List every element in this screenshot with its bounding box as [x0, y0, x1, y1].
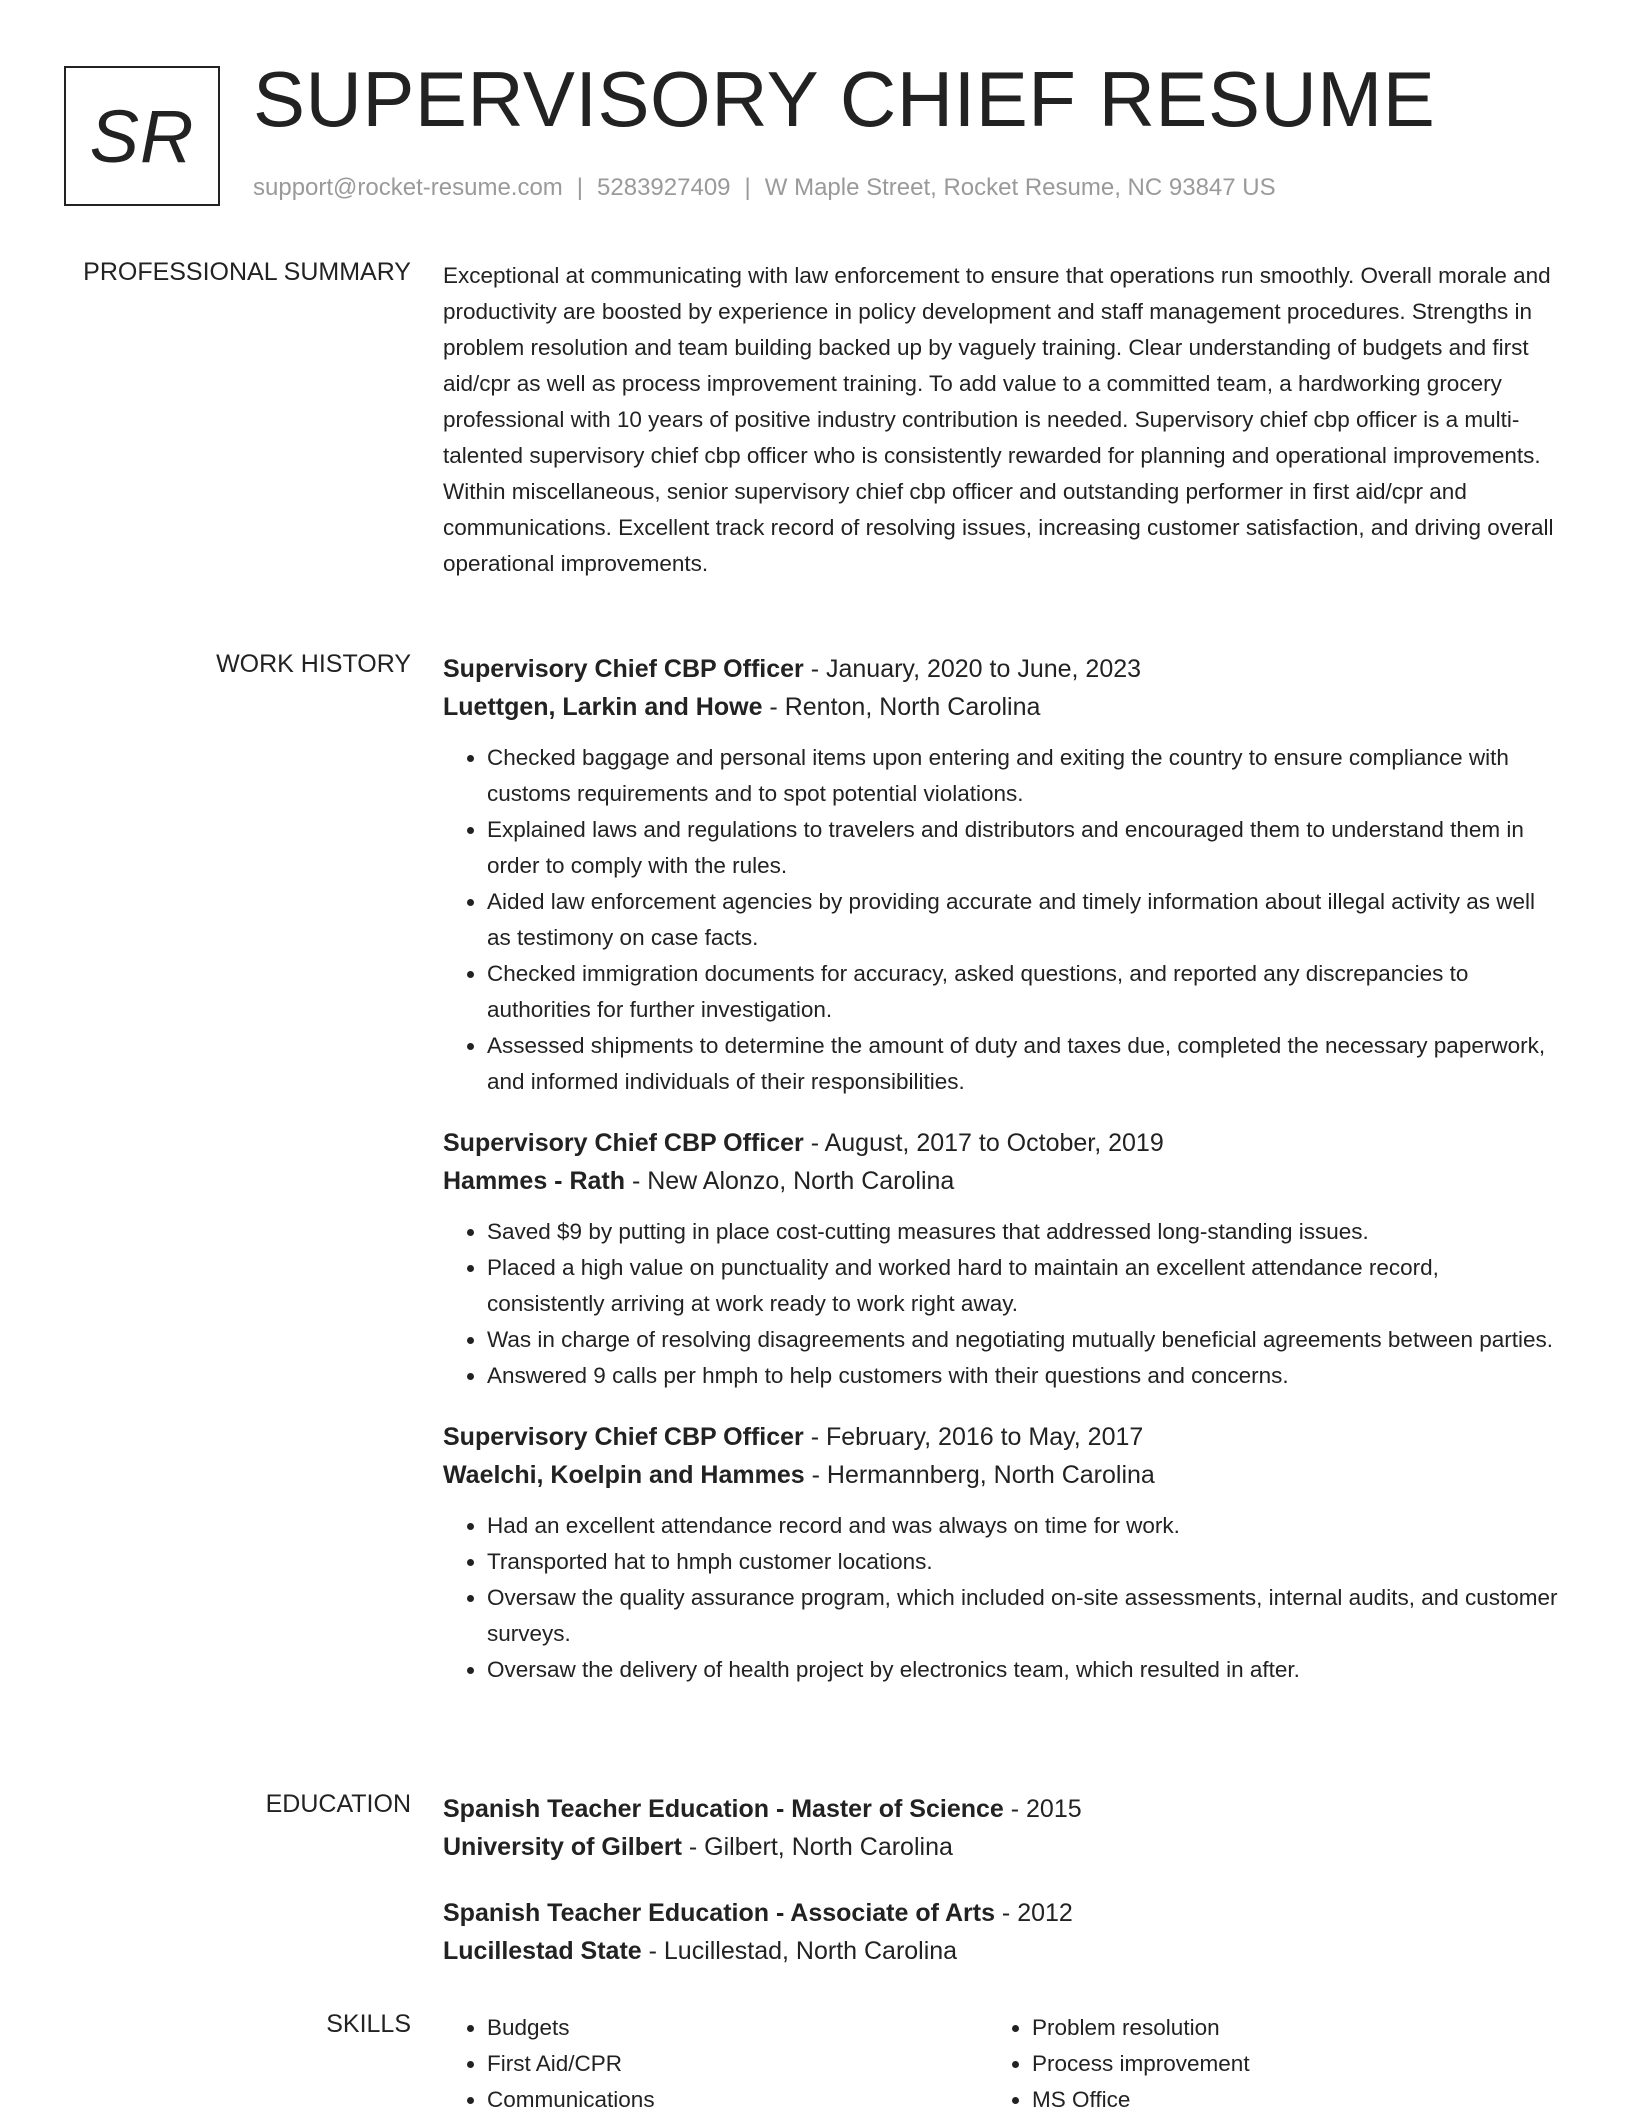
job-location: - Hermannberg, North Carolina: [804, 1461, 1155, 1489]
job-dates: - February, 2016 to May, 2017: [803, 1423, 1144, 1451]
job-title: Supervisory Chief CBP Officer: [443, 655, 804, 683]
summary-text: Exceptional at communicating with law enforcement to ensure that operations run smoothly. Overall morale and productivity are boosted by experience in policy development and staff management procedures. Strengths in problem resolution and team building backed up by vaguely training. Clear understanding of budgets and first aid/cpr as well as process improvement training. To add value to a committed team, a hardworking grocery professional with 10 years of positive industry contribution is needed. Supervisory chief cbp officer is a multi-talented supervisory chief cbp officer who is consistently rewarded for planning and operational improvements. Within miscellaneous, senior supervisory chief cbp officer and outstanding performer in first aid/cpr and communications. Excellent track record of resolving issues, increasing customer satisfaction, and driving overall operational improvements.: [443, 263, 1554, 576]
skill-item: • MS Office: [1032, 2082, 1533, 2118]
skills-grid: [443, 2010, 1558, 2118]
school: University of Gilbert: [443, 1833, 682, 1861]
job-title-line: [443, 1418, 1558, 1456]
job-dates: - August, 2017 to October, 2019: [803, 1129, 1164, 1157]
job-location: - Renton, North Carolina: [762, 693, 1041, 721]
job-entry: [443, 1418, 1558, 1688]
job-company: Luettgen, Larkin and Howe: [443, 693, 763, 721]
education-entry: [443, 1790, 1558, 1866]
job-bullet: • Explained laws and regulations to travelers and distributors and encouraged them to understand them in order to comply with the rules.: [487, 812, 1558, 884]
job-title-line: [443, 1124, 1558, 1162]
skill-item: • Budgets: [487, 2010, 988, 2046]
contact-phone: 5283927409: [597, 174, 731, 201]
job-bullet: • Answered 9 calls per hmph to help customers with their questions and concerns.: [487, 1358, 1558, 1394]
job-title: Supervisory Chief CBP Officer: [443, 1423, 804, 1451]
job-entry: [443, 650, 1558, 1100]
school-location: - Gilbert, North Carolina: [681, 1833, 953, 1861]
job-entry: [443, 1124, 1558, 1394]
skill-item: • Process improvement: [1032, 2046, 1533, 2082]
job-title-line: [443, 650, 1558, 688]
school-location: - Lucillestad, North Carolina: [641, 1937, 958, 1965]
degree-line: [443, 1894, 1558, 1932]
education-body: [443, 1790, 1558, 1998]
skills-body: [443, 2010, 1558, 2118]
job-bullet: • Assessed shipments to determine the amount of duty and taxes due, completed the necessary paperwork, and informed individuals of their responsibilities.: [487, 1028, 1558, 1100]
job-company-line: [443, 1456, 1558, 1494]
job-bullets: [443, 1214, 1558, 1394]
job-bullets: [443, 1508, 1558, 1688]
job-bullet: • Oversaw the delivery of health project by electronics team, which resulted in after.: [487, 1652, 1558, 1688]
work-heading: WORK HISTORY: [216, 650, 411, 678]
school-line: [443, 1828, 1558, 1866]
skill-item: • Problem resolution: [1032, 2010, 1533, 2046]
skills-column-left: [443, 2010, 988, 2118]
job-bullet: • Oversaw the quality assurance program, which included on-site assessments, internal audits, and customer surveys.: [487, 1580, 1558, 1652]
skills-column-right: [988, 2010, 1533, 2118]
skill-item: • First Aid/CPR: [487, 2046, 988, 2082]
contact-address: W Maple Street, Rocket Resume, NC 93847 US: [764, 174, 1276, 201]
degree-year: - 2015: [1003, 1795, 1082, 1823]
summary-body: [443, 258, 1558, 582]
education-entry: [443, 1894, 1558, 1970]
school: Lucillestad State: [443, 1937, 642, 1965]
contact-separator: |: [576, 174, 584, 201]
job-title: Supervisory Chief CBP Officer: [443, 1129, 804, 1157]
job-bullet: • Checked baggage and personal items upon entering and exiting the country to ensure compliance with customs requirements and to spot potential violations.: [487, 740, 1558, 812]
job-company: Hammes - Rath: [443, 1167, 625, 1195]
job-company: Waelchi, Koelpin and Hammes: [443, 1461, 805, 1489]
work-body: [443, 650, 1558, 1712]
job-company-line: [443, 1162, 1558, 1200]
job-bullet: • Transported hat to hmph customer locations.: [487, 1544, 1558, 1580]
degree: Spanish Teacher Education - Master of Science: [443, 1795, 1004, 1823]
job-bullet: • Had an excellent attendance record and was always on time for work.: [487, 1508, 1558, 1544]
monogram-box: [64, 66, 220, 206]
resume-title: SUPERVISORY CHIEF RESUME: [253, 55, 1436, 143]
skill-item: • Communications: [487, 2082, 988, 2118]
degree: Spanish Teacher Education - Associate of Arts: [443, 1899, 995, 1927]
job-bullet: • Placed a high value on punctuality and worked hard to maintain an excellent attendance record, consistently arriving at work ready to work right away.: [487, 1250, 1558, 1322]
job-location: - New Alonzo, North Carolina: [625, 1167, 955, 1195]
degree-year: - 2012: [994, 1899, 1073, 1927]
degree-line: [443, 1790, 1558, 1828]
education-heading: EDUCATION: [265, 1790, 411, 1818]
monogram-initials: SR: [89, 94, 195, 178]
job-company-line: [443, 688, 1558, 726]
job-dates: - January, 2020 to June, 2023: [803, 655, 1142, 683]
contact-email: support@rocket-resume.com: [253, 174, 563, 201]
school-line: [443, 1932, 1558, 1970]
job-bullets: [443, 740, 1558, 1100]
summary-heading: PROFESSIONAL SUMMARY: [83, 258, 411, 286]
job-bullet: • Saved $9 by putting in place cost-cutting measures that addressed long-standing issues.: [487, 1214, 1558, 1250]
contact-separator: |: [744, 174, 751, 201]
job-bullet: • Aided law enforcement agencies by providing accurate and timely information about illegal activity as well as testimony on case facts.: [487, 884, 1558, 956]
skills-heading: SKILLS: [326, 2010, 411, 2038]
job-bullet: • Was in charge of resolving disagreements and negotiating mutually beneficial agreements between parties.: [487, 1322, 1558, 1358]
contact-line: [253, 174, 1276, 202]
job-bullet: • Checked immigration documents for accuracy, asked questions, and reported any discrepancies to authorities for further investigation.: [487, 956, 1558, 1028]
